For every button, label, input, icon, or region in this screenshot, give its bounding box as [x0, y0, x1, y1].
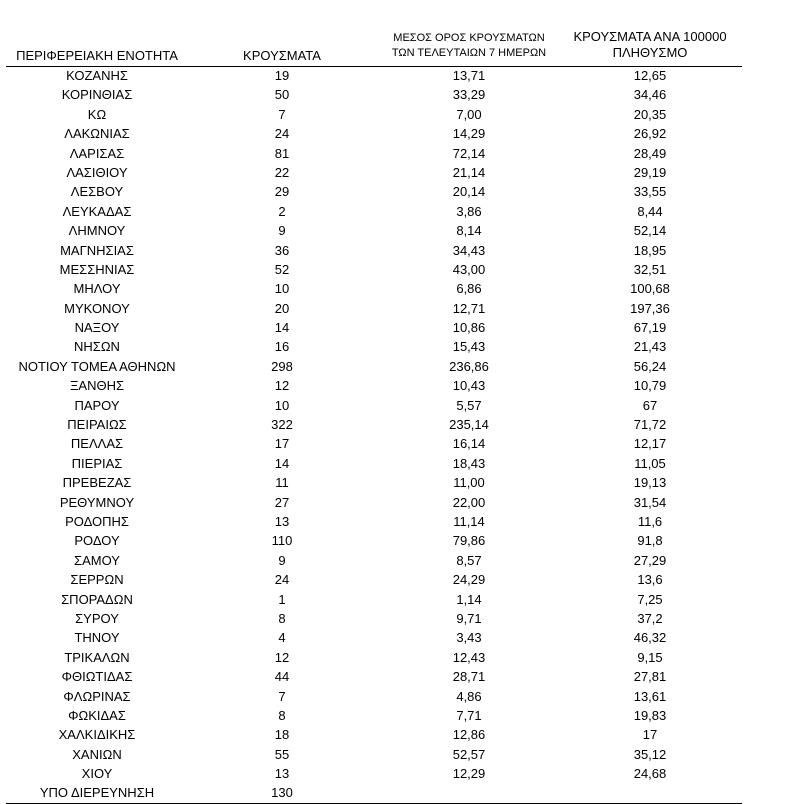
average-cell: 12,29 [452, 766, 486, 782]
cases-cell: 16 [274, 339, 290, 355]
cases-cell: 22 [274, 164, 290, 180]
cases-cell: 110 [271, 533, 293, 549]
cases-cell: 10 [274, 397, 290, 413]
cases-cell: 27 [274, 494, 290, 510]
per-100000-cell: 67,19 [633, 320, 667, 336]
column-header-per-100000-line1: ΚΡΟΥΣΜΑΤΑ ΑΝΑ 100000 [573, 29, 727, 44]
cases-cell: 20 [274, 300, 290, 316]
cases-cell: 55 [274, 746, 290, 762]
table-row [0, 687, 802, 706]
cases-cell: 8 [278, 707, 286, 723]
region-cell: ΜΑΓΝΗΣΙΑΣ [60, 242, 134, 258]
region-cell: ΦΛΩΡΙΝΑΣ [63, 688, 131, 704]
per-100000-cell: 8,44 [637, 203, 663, 219]
per-100000-cell: 28,49 [633, 145, 667, 161]
region-cell: ΝΟΤΙΟΥ ΤΟΜΕΑ ΑΘΗΝΩΝ [18, 358, 176, 374]
cases-cell: 9 [278, 223, 286, 239]
per-100000-cell: 35,12 [633, 746, 667, 762]
table-row [0, 570, 802, 589]
per-100000-cell: 91,8 [637, 533, 663, 549]
region-cell: ΤΡΙΚΑΛΩΝ [64, 649, 130, 665]
per-100000-cell: 11,05 [634, 455, 666, 471]
average-cell: 11,14 [453, 513, 485, 529]
per-100000-cell: 67 [642, 397, 658, 413]
cases-cell: 29 [274, 184, 290, 200]
average-cell: 8,57 [456, 552, 482, 568]
table-row [0, 434, 802, 453]
per-100000-cell: 13,6 [637, 572, 663, 588]
average-cell: 10,43 [452, 378, 486, 394]
column-header-per-100000-line2: ΠΛΗΘΥΣΜΟ [612, 45, 688, 60]
per-100000-cell: 27,81 [633, 669, 667, 685]
region-cell: ΧΙΟΥ [81, 766, 113, 782]
table-row [0, 376, 802, 395]
region-cell: ΦΘΙΩΤΙΔΑΣ [61, 669, 133, 685]
average-cell: 12,86 [452, 727, 486, 743]
average-cell: 12,71 [452, 300, 486, 316]
per-100000-cell: 197,36 [630, 300, 670, 316]
per-100000-cell: 10,79 [633, 378, 667, 394]
column-header-7day-average-line2: ΤΩΝ ΤΕΛΕΥΤΑΙΩΝ 7 ΗΜΕΡΩΝ [391, 47, 547, 59]
average-cell: 34,43 [452, 242, 486, 258]
region-cell: ΡΟΔΟΠΗΣ [65, 513, 129, 529]
cases-cell: 1 [278, 591, 286, 607]
average-cell: 24,29 [452, 572, 486, 588]
cases-cell: 14 [274, 320, 290, 336]
region-cell: ΣΠΟΡΑΔΩΝ [61, 591, 133, 607]
per-100000-cell: 52,14 [633, 223, 667, 239]
region-cell: ΛΑΣΙΘΙΟΥ [66, 164, 128, 180]
table-row [0, 182, 802, 201]
region-cell: ΣΥΡΟΥ [75, 610, 119, 626]
column-header-region: ΠΕΡΙΦΕΡΕΙΑΚΗ ΕΝΟΤΗΤΑ [16, 48, 178, 63]
region-cell: ΛΗΜΝΟΥ [68, 223, 126, 239]
table-row [0, 493, 802, 512]
cases-cell: 7 [278, 688, 286, 704]
average-cell: 7,00 [456, 106, 482, 122]
cases-cell: 44 [274, 669, 290, 685]
region-cell: ΞΑΝΘΗΣ [69, 378, 125, 394]
per-100000-cell: 19,83 [633, 707, 667, 723]
cases-cell: 12 [274, 378, 290, 394]
cases-cell: 50 [274, 87, 290, 103]
average-cell: 8,14 [456, 223, 482, 239]
average-cell: 14,29 [452, 126, 486, 142]
table-row [0, 337, 802, 356]
table-row [0, 105, 802, 124]
cases-cell: 24 [274, 126, 290, 142]
column-header-7day-average [374, 31, 564, 61]
cases-cell: 9 [278, 552, 286, 568]
average-cell: 21,14 [452, 164, 486, 180]
average-cell: 22,00 [452, 494, 486, 510]
average-cell: 236,86 [449, 358, 489, 374]
table-row [0, 609, 802, 628]
per-100000-cell: 12,17 [633, 436, 667, 452]
table-row [0, 279, 802, 298]
cases-cell: 130 [271, 785, 293, 801]
per-100000-cell: 29,19 [633, 164, 667, 180]
region-cell: ΜΕΣΣΗΝΙΑΣ [59, 261, 135, 277]
table-row [0, 396, 802, 415]
per-100000-cell: 9,15 [637, 649, 663, 665]
per-100000-cell: 100,68 [630, 281, 670, 297]
cases-cell: 24 [274, 572, 290, 588]
average-cell: 11,00 [453, 475, 485, 491]
column-header-per-100000 [556, 29, 744, 61]
table-row [0, 628, 802, 647]
per-100000-cell: 37,2 [637, 610, 663, 626]
table-row [0, 551, 802, 570]
average-cell: 3,43 [456, 630, 482, 646]
cases-cell: 322 [271, 417, 293, 433]
region-cell: ΠΑΡΟΥ [74, 397, 120, 413]
region-cell: ΧΑΛΚΙΔΙΚΗΣ [58, 727, 136, 743]
average-cell: 9,71 [456, 610, 482, 626]
average-cell: 15,43 [452, 339, 486, 355]
average-cell: 4,86 [456, 688, 482, 704]
average-cell: 79,86 [452, 533, 486, 549]
table-row [0, 144, 802, 163]
cases-cell: 11 [275, 475, 289, 491]
table-row [0, 163, 802, 182]
region-cell: ΛΕΣΒΟΥ [70, 184, 124, 200]
per-100000-cell: 24,68 [633, 766, 667, 782]
per-100000-cell: 18,95 [633, 242, 667, 258]
table-row [0, 66, 802, 85]
average-cell: 18,43 [452, 455, 486, 471]
region-cell: ΠΕΛΛΑΣ [70, 436, 124, 452]
per-100000-cell: 19,13 [633, 475, 667, 491]
per-100000-cell: 7,25 [637, 591, 663, 607]
per-100000-cell: 26,92 [633, 126, 667, 142]
per-100000-cell: 32,51 [633, 261, 667, 277]
region-cell: ΝΑΞΟΥ [74, 320, 120, 336]
table-row [0, 260, 802, 279]
region-cell: ΡΕΘΥΜΝΟΥ [59, 494, 135, 510]
per-100000-cell: 17 [642, 727, 658, 743]
region-cell: ΛΑΡΙΣΑΣ [69, 145, 125, 161]
average-cell: 20,14 [452, 184, 486, 200]
table-row [0, 85, 802, 104]
per-100000-cell: 56,24 [633, 358, 667, 374]
average-cell: 72,14 [452, 145, 486, 161]
per-100000-cell: 31,54 [633, 494, 667, 510]
region-cell: ΥΠΟ ΔΙΕΡΕΥΝΗΣΗ [39, 785, 155, 801]
table-row [0, 590, 802, 609]
region-cell: ΦΩΚΙΔΑΣ [68, 707, 126, 723]
per-100000-cell: 46,32 [633, 630, 667, 646]
cases-cell: 13 [274, 766, 290, 782]
cases-cell: 13 [274, 513, 290, 529]
table-row [0, 124, 802, 143]
average-cell: 5,57 [456, 397, 482, 413]
column-header-cases: ΚΡΟΥΣΜΑΤΑ [243, 48, 321, 63]
average-cell: 7,71 [456, 707, 482, 723]
table-row [0, 241, 802, 260]
region-cell: ΠΙΕΡΙΑΣ [71, 455, 123, 471]
table-row [0, 299, 802, 318]
average-cell: 33,29 [452, 87, 486, 103]
average-cell: 235,14 [449, 417, 489, 433]
region-cell: ΛΕΥΚΑΔΑΣ [62, 203, 132, 219]
table-row [0, 473, 802, 492]
table-row [0, 531, 802, 550]
per-100000-cell: 13,61 [633, 688, 667, 704]
cases-cell: 19 [274, 68, 290, 83]
cases-cell: 52 [274, 261, 290, 277]
column-header-7day-average-line1: ΜΕΣΟΣ ΟΡΟΣ ΚΡΟΥΣΜΑΤΩΝ [393, 32, 545, 44]
region-cell: ΠΕΙΡΑΙΩΣ [67, 417, 127, 433]
region-cell: ΤΗΝΟΥ [74, 630, 120, 646]
per-100000-cell: 33,55 [633, 184, 667, 200]
table-row [0, 667, 802, 686]
cases-cell: 298 [271, 358, 293, 374]
average-cell: 3,86 [456, 203, 482, 219]
region-cell: ΜΗΛΟΥ [73, 281, 121, 297]
per-100000-cell: 20,35 [633, 106, 667, 122]
per-100000-cell: 21,43 [633, 339, 667, 355]
table-row [0, 415, 802, 434]
region-cell: ΡΟΔΟΥ [74, 533, 120, 549]
region-cell: ΠΡΕΒΕΖΑΣ [62, 475, 132, 491]
average-cell: 10,86 [452, 320, 486, 336]
table-row [0, 318, 802, 337]
table-row [0, 202, 802, 221]
average-cell: 6,86 [456, 281, 482, 297]
average-cell: 1,14 [456, 591, 482, 607]
table-row [0, 745, 802, 764]
average-cell: 43,00 [452, 261, 486, 277]
region-cell: ΚΟΡΙΝΘΙΑΣ [61, 87, 133, 103]
table-row [0, 648, 802, 667]
region-cell: ΚΩ [87, 106, 107, 122]
region-cell: ΣΕΡΡΩΝ [70, 572, 124, 588]
cases-cell: 8 [278, 610, 286, 626]
per-100000-cell: 12,65 [633, 68, 667, 83]
region-cell: ΚΟΖΑΝΗΣ [66, 68, 128, 83]
region-cell: ΜΥΚΟΝΟΥ [64, 300, 130, 316]
average-cell: 52,57 [452, 746, 486, 762]
average-cell: 12,43 [452, 649, 486, 665]
cases-cell: 81 [274, 145, 290, 161]
cases-cell: 7 [278, 106, 286, 122]
cases-cell: 10 [274, 281, 290, 297]
table-row [0, 725, 802, 744]
cases-cell: 4 [278, 630, 286, 646]
cases-cell: 14 [274, 455, 290, 471]
table-row [0, 512, 802, 531]
per-100000-cell: 27,29 [633, 552, 667, 568]
average-cell: 13,71 [452, 68, 486, 83]
table-row [0, 221, 802, 240]
region-cell: ΝΗΣΩΝ [74, 339, 120, 355]
cases-cell: 2 [278, 203, 286, 219]
region-cell: ΛΑΚΩΝΙΑΣ [64, 126, 130, 142]
cases-cell: 17 [274, 436, 290, 452]
table-row [0, 764, 802, 783]
table-row [0, 706, 802, 725]
table-row [0, 454, 802, 473]
table-row [0, 357, 802, 376]
region-cell: ΧΑΝΙΩΝ [72, 746, 122, 762]
region-cell: ΣΑΜΟΥ [74, 552, 120, 568]
cases-cell: 12 [274, 649, 290, 665]
average-cell: 16,14 [452, 436, 486, 452]
cases-cell: 18 [274, 727, 290, 743]
per-100000-cell: 11,6 [637, 513, 663, 529]
per-100000-cell: 71,72 [633, 417, 667, 433]
cases-cell: 36 [274, 242, 290, 258]
average-cell: 28,71 [452, 669, 486, 685]
per-100000-cell: 34,46 [633, 87, 667, 103]
table-body [0, 66, 802, 803]
